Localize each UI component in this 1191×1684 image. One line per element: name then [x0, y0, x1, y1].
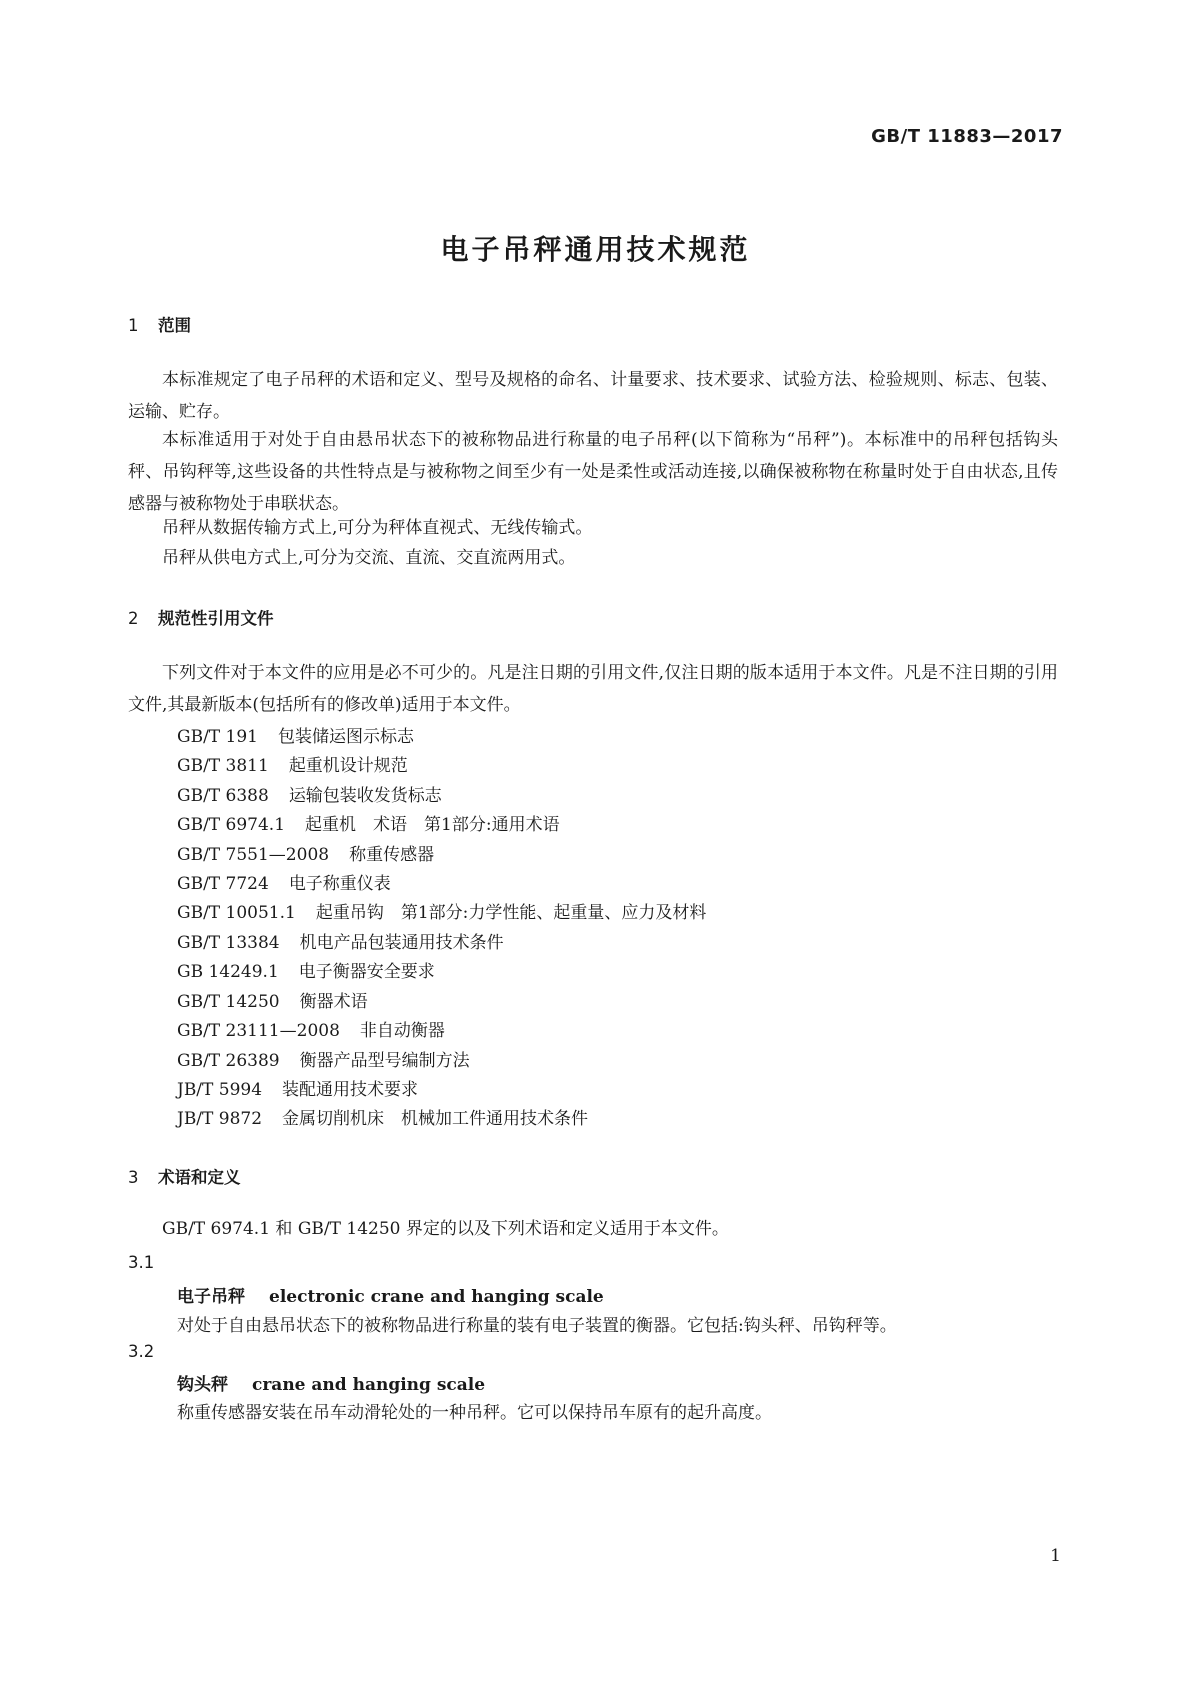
section-title: 范围 [158, 316, 191, 335]
reference-item [177, 1104, 588, 1129]
reference-code: GB/T 23111—2008 [177, 1021, 340, 1041]
reference-item [177, 751, 408, 776]
reference-code: GB/T 10051.1 [177, 903, 296, 923]
reference-title: 衡器产品型号编制方法 [299, 1051, 470, 1071]
section-number: 3 [128, 1168, 139, 1187]
term-chinese: 钩头秤 [177, 1375, 228, 1395]
reference-title: 金属切削机床 机械加工件通用技术条件 [282, 1109, 589, 1129]
term-definition: 称重传感器安装在吊车动滑轮处的一种吊秤。它可以保持吊车原有的起升高度。 [177, 1403, 772, 1423]
paragraph: GB/T 6974.1 和 GB/T 14250 界定的以及下列术语和定义适用于本文件。 [162, 1219, 729, 1239]
reference-item [177, 810, 560, 835]
reference-title: 非自动衡器 [359, 1021, 445, 1041]
paragraph: 吊秤从数据传输方式上,可分为秤体直视式、无线传输式。 [162, 518, 593, 538]
paragraph: 吊秤从供电方式上,可分为交流、直流、交直流两用式。 [162, 548, 576, 568]
term-english: crane and hanging scale [252, 1375, 486, 1395]
reference-code: JB/T 5994 [177, 1080, 263, 1100]
section-number: 2 [128, 609, 139, 628]
reference-code: GB/T 3811 [177, 756, 269, 776]
document-title: 电子吊秤通用技术规范 [440, 233, 751, 266]
section-1-heading [128, 312, 191, 336]
reference-code: GB/T 7724 [177, 874, 269, 894]
reference-code: GB/T 13384 [177, 933, 280, 953]
reference-title: 机电产品包装通用技术条件 [299, 933, 504, 953]
term-chinese: 电子吊秤 [177, 1287, 245, 1307]
reference-title: 装配通用技术要求 [282, 1080, 419, 1100]
term-number: 3.1 [128, 1253, 155, 1272]
reference-code: GB 14249.1 [177, 962, 279, 982]
section-number: 1 [128, 316, 139, 335]
term-number: 3.2 [128, 1342, 155, 1361]
reference-title: 运输包装收发货标志 [288, 786, 442, 806]
reference-code: GB/T 191 [177, 727, 258, 747]
reference-item [177, 1016, 445, 1041]
reference-item [177, 722, 414, 747]
paragraph: 下列文件对于本文件的应用是必不可少的。凡是注日期的引用文件,仅注日期的版本适用于本文件。凡是不注日期的引用文件,其最新版本(包括所有的修改单)适用于本文件。 [128, 663, 1058, 715]
reference-item [177, 957, 435, 982]
reference-title: 称重传感器 [349, 845, 435, 865]
reference-item [177, 1075, 418, 1100]
standard-code: GB/T 11883—2017 [871, 126, 1063, 147]
section-title: 术语和定义 [158, 1168, 241, 1187]
reference-title: 起重机 术语 第1部分:通用术语 [305, 815, 560, 835]
reference-code: GB/T 6974.1 [177, 815, 286, 835]
term-english: electronic crane and hanging scale [269, 1287, 604, 1307]
section-title: 规范性引用文件 [158, 609, 274, 628]
paragraph: 本标准规定了电子吊秤的术语和定义、型号及规格的命名、计量要求、技术要求、试验方法、检验规则、标志、包装、运输、贮存。 [128, 370, 1058, 422]
reference-item [177, 840, 434, 865]
reference-title: 电子称重仪表 [288, 874, 391, 894]
paragraph: 本标准适用于对处于自由悬吊状态下的被称物品进行称量的电子吊秤(以下简称为“吊秤”)。本标准中的吊秤包括钩头秤、吊钩秤等,这些设备的共性特点是与被称物之间至少有一处是柔性或活动连接,以确保被称物在称量时处于自由状态,且传感器与被称物处于串联状态。 [128, 430, 1058, 514]
reference-title: 电子衡器安全要求 [298, 962, 435, 982]
reference-item [177, 928, 504, 953]
reference-item [177, 898, 706, 923]
section-2-heading [128, 605, 274, 629]
reference-code: GB/T 7551—2008 [177, 845, 330, 865]
reference-code: GB/T 14250 [177, 992, 280, 1012]
reference-item [177, 781, 442, 806]
reference-code: GB/T 26389 [177, 1051, 280, 1071]
term-heading [177, 1282, 604, 1307]
reference-item [177, 987, 368, 1012]
term-heading [177, 1370, 485, 1395]
page-number: 1 [1050, 1546, 1061, 1566]
reference-item [177, 1046, 470, 1071]
section-3-heading [128, 1164, 241, 1188]
term-definition: 对处于自由悬吊状态下的被称物品进行称量的装有电子装置的衡器。它包括:钩头秤、吊钩秤等。 [177, 1316, 897, 1336]
reference-title: 衡器术语 [299, 992, 368, 1012]
reference-title: 包装储运图示标志 [278, 727, 414, 747]
reference-title: 起重机设计规范 [288, 756, 408, 776]
reference-code: JB/T 9872 [177, 1109, 263, 1129]
reference-code: GB/T 6388 [177, 786, 269, 806]
reference-item [177, 869, 391, 894]
reference-title: 起重吊钩 第1部分:力学性能、起重量、应力及材料 [315, 903, 707, 923]
